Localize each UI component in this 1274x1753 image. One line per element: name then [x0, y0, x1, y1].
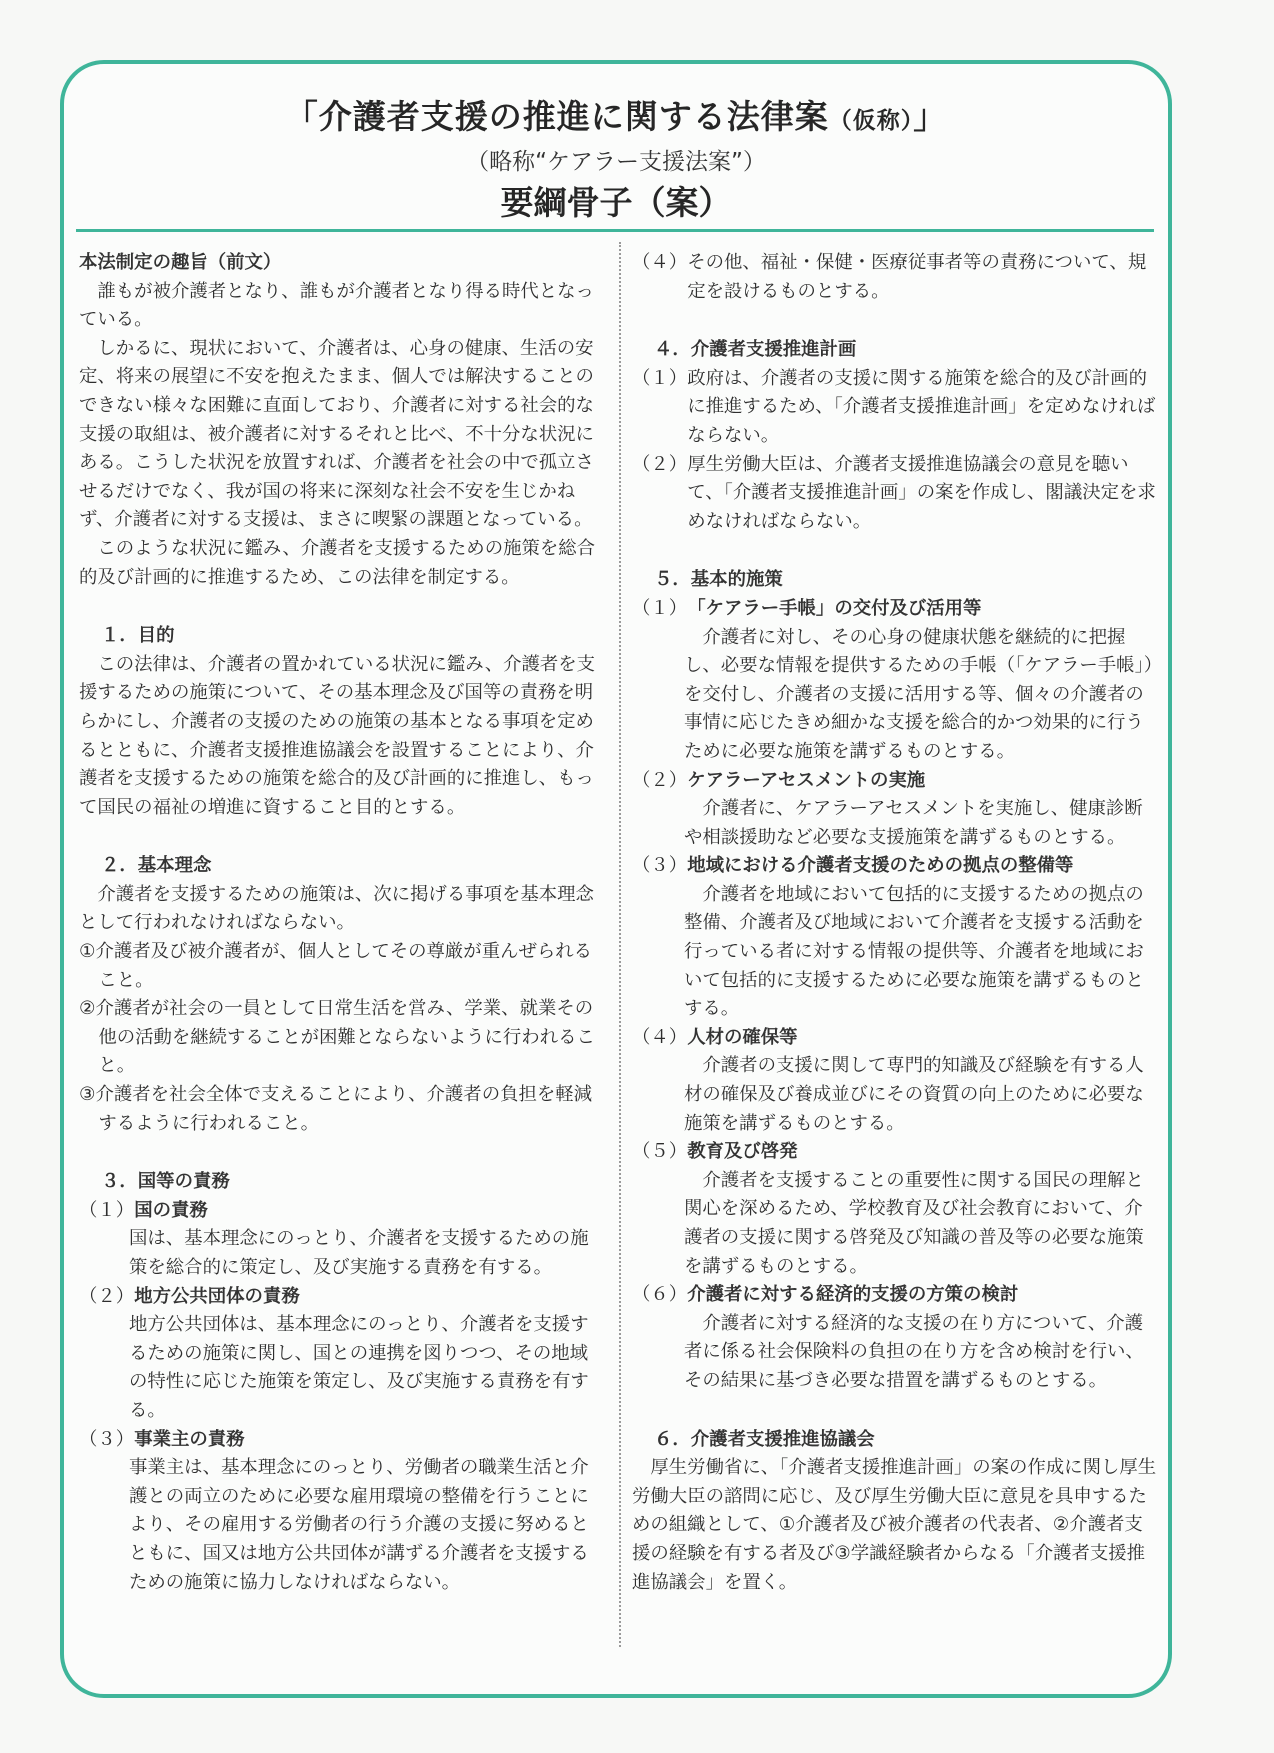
item-body: 国は、基本理念にのっとり、介護者を支援するための施策を総合的に策定し、及び実施する責務を有する。: [129, 1228, 589, 1278]
principle-item: ②介護者が社会の一員として日常生活を営み、学業、就業その他の活動を継続することが困難とならないように行われること。: [79, 998, 595, 1077]
measure-item-heading: [632, 1024, 1157, 1053]
header-divider: [76, 229, 1154, 232]
measure-item-heading: [632, 595, 1157, 624]
measure-item-heading: [632, 1138, 1157, 1167]
principle-item: ①介護者及び被介護者が、個人としてその尊厳が重んぜられること。: [79, 941, 593, 991]
section-5-heading: ５．基本的施策: [654, 569, 783, 591]
item-number: （４）: [632, 1026, 688, 1048]
item-number: （１）: [79, 1199, 135, 1221]
item-number: （６）: [632, 1284, 688, 1306]
responsibility-item: [632, 249, 1157, 306]
measure-item-heading: [632, 852, 1157, 881]
section-1-heading: １．目的: [101, 625, 175, 647]
document-title: 「介護者支援の推進に関する法律案（仮称）」: [284, 97, 948, 136]
item-body: 介護者の支援に関して専門的知識及び経験を有する人材の確保及び養成並びにその資質の向上のために必要な施策を講ずるものとする。: [684, 1055, 1144, 1134]
column-divider: [619, 242, 621, 1647]
section-6-heading: ６．介護者支援推進協議会: [654, 1428, 875, 1450]
item-body: 地方公共団体は、基本理念にのっとり、介護者を支援するための施策に関し、国との連携を図りつつ、その地域の特性に応じた施策を策定し、及び実施する責務を有する。: [129, 1314, 589, 1421]
section-3-heading: ３．国等の責務: [101, 1171, 230, 1193]
item-body: その他、福祉・保健・医療従事者等の責務について、規定を設けるものとする。: [687, 252, 1147, 302]
plan-item: [632, 451, 1157, 537]
measure-item-heading: [632, 767, 1157, 796]
measure-item-heading: [632, 1281, 1157, 1310]
item-body: 厚生労働大臣は、介護者支援推進協議会の意見を聴いて、「介護者支援推進計画」の案を作成し、閣議決定を求めなければならない。: [687, 453, 1156, 532]
item-title: 介護者に対する経済的支援の方策の検討: [687, 1284, 1019, 1306]
section-5-measures: [632, 566, 1157, 1395]
document-subtitle: （略称“ケアラー支援法案”）: [466, 149, 766, 175]
right-column: [632, 249, 1157, 1597]
item-body: 介護者に対し、その心身の健康状態を継続的に把握し、必要な情報を提供するための手帳（「ケアラー手帳」）を交付し、介護者の支援に活用する等、個々の介護者の事情に応じたきめ細かな支援を総合的かつ効果的に行うために必要な施策を講ずるものとする。: [684, 626, 1153, 762]
section-1-body: この法律は、介護者の置かれている状況に鑑み、介護者を支援するための施策について、その基本理念及び国等の責務を明らかにし、介護者の支援のための施策の基本となる事項を定めるとともに、介護者支援推進協議会を設置することにより、介護者を支援するための施策を総合的及び計画的に推進し、もって国民の福祉の増進に資すること目的とする。: [79, 653, 596, 818]
item-number: （３）: [79, 1428, 135, 1450]
item-body: 政府は、介護者の支援に関する施策を総合的及び計画的に推進するため、「介護者支援推進計画」を定めなければならない。: [687, 367, 1156, 446]
item-body: 介護者を支援することの重要性に関する国民の理解と関心を深めるため、学校教育及び社会教育において、介護者の支援に関する啓発及び知識の普及等の必要な施策を講ずるものとする。: [684, 1169, 1144, 1277]
section-4-plan: [632, 336, 1157, 536]
responsibility-item-heading: [79, 1283, 599, 1312]
item-number: （３）: [632, 855, 688, 877]
item-number: （５）: [632, 1141, 688, 1163]
item-title: 人材の確保等: [687, 1026, 798, 1048]
preamble-paragraph-2: しかるに、現状において、介護者は、心身の健康、生活の安定、将来の展望に不安を抱えたまま、個人では解決することのできない様々な困難に直面しており、介護者に対する社会的な支援の取組は、被介護者に対するそれと比べ、不十分な状況にある。こうした状況を放置すれば、介護者を社会の中で孤立させるだけでなく、我が国の将来に深刻な社会不安を生じかねず、介護者に対する支援は、まさに喫緊の課題となっている。: [79, 337, 594, 531]
preamble-heading: 本法制定の趣旨（前文）: [79, 252, 282, 273]
document-frame: [60, 60, 1172, 1698]
item-title: 「ケアラー手帳」の交付及び活用等: [687, 597, 982, 619]
item-number: （４）: [632, 252, 688, 273]
section-6-council: [632, 1426, 1157, 1598]
item-body: 介護者を地域において包括的に支援するための拠点の整備、介護者及び地域において介護者を支援する活動を行っている者に対する情報の提供等、介護者を地域において包括的に支援するために必要な施策を講ずるものとする。: [684, 883, 1144, 1020]
item-title: ケアラーアセスメントの実施: [687, 769, 926, 791]
section-6-body: 厚生労働省に、「介護者支援推進計画」の案の作成に関し厚生労働大臣の諮問に応じ、及び厚生労働大臣に意見を具申するための組織として、①介護者及び被介護者の代表者、②介護者支援の経験を有する者及び③学識経験者からなる「介護者支援推進協議会」を置く。: [632, 1457, 1157, 1593]
document-header: [64, 94, 1168, 226]
section-2-heading: ２．基本理念: [101, 855, 212, 877]
section-2-principles: [79, 852, 599, 1138]
responsibility-item-heading: [79, 1426, 599, 1455]
section-2-body: 介護者を支援するための施策は、次に掲げる事項を基本理念として行われなければならない。: [79, 883, 594, 934]
section-preamble: [79, 249, 599, 592]
section-3-item-4: [632, 249, 1157, 306]
section-1-purpose: [79, 622, 599, 822]
left-column: [79, 249, 599, 1597]
item-title: 教育及び啓発: [687, 1141, 798, 1163]
principle-item: ③介護者を社会全体で支えることにより、介護者の負担を軽減するように行われること。: [79, 1084, 593, 1134]
item-body: 介護者に、ケアラーアセスメントを実施し、健康診断や相談援助など必要な支援施策を講ずるものとする。: [684, 798, 1143, 848]
responsibility-item-heading: [79, 1197, 599, 1226]
section-4-heading: ４．介護者支援推進計画: [654, 339, 857, 361]
item-title: 国の責務: [134, 1199, 208, 1221]
item-title: 事業主の責務: [134, 1428, 245, 1450]
item-title: 地方公共団体の責務: [134, 1285, 300, 1307]
item-title: 地域における介護者支援のための拠点の整備等: [687, 855, 1074, 877]
item-number: （１）: [632, 597, 688, 619]
preamble-paragraph-3: このような状況に鑑み、介護者を支援するための施策を総合的及び計画的に推進するため、この法律を制定する。: [79, 537, 596, 588]
item-number: （２）: [79, 1285, 135, 1307]
preamble-paragraph-1: 誰もが被介護者となり、誰もが介護者となり得る時代となっている。: [79, 280, 594, 331]
item-number: （２）: [632, 769, 688, 791]
document-title-2: 要綱骨子（案）: [500, 183, 732, 222]
item-number: （２）: [632, 453, 688, 475]
item-body: 事業主は、基本理念にのっとり、労働者の職業生活と介護との両立のために必要な雇用環境の整備を行うことにより、その雇用する労働者の行う介護の支援に努めるとともに、国又は地方公共団体が講ずる介護者を支援するための施策に協力しなければならない。: [129, 1457, 589, 1593]
plan-item: [632, 365, 1157, 451]
section-3-responsibilities: [79, 1168, 599, 1597]
item-body: 介護者に対する経済的な支援の在り方について、介護者に係る社会保険料の負担の在り方を含め検討を行い、その結果に基づき必要な措置を講ずるものとする。: [684, 1312, 1144, 1391]
item-number: （１）: [632, 367, 688, 389]
